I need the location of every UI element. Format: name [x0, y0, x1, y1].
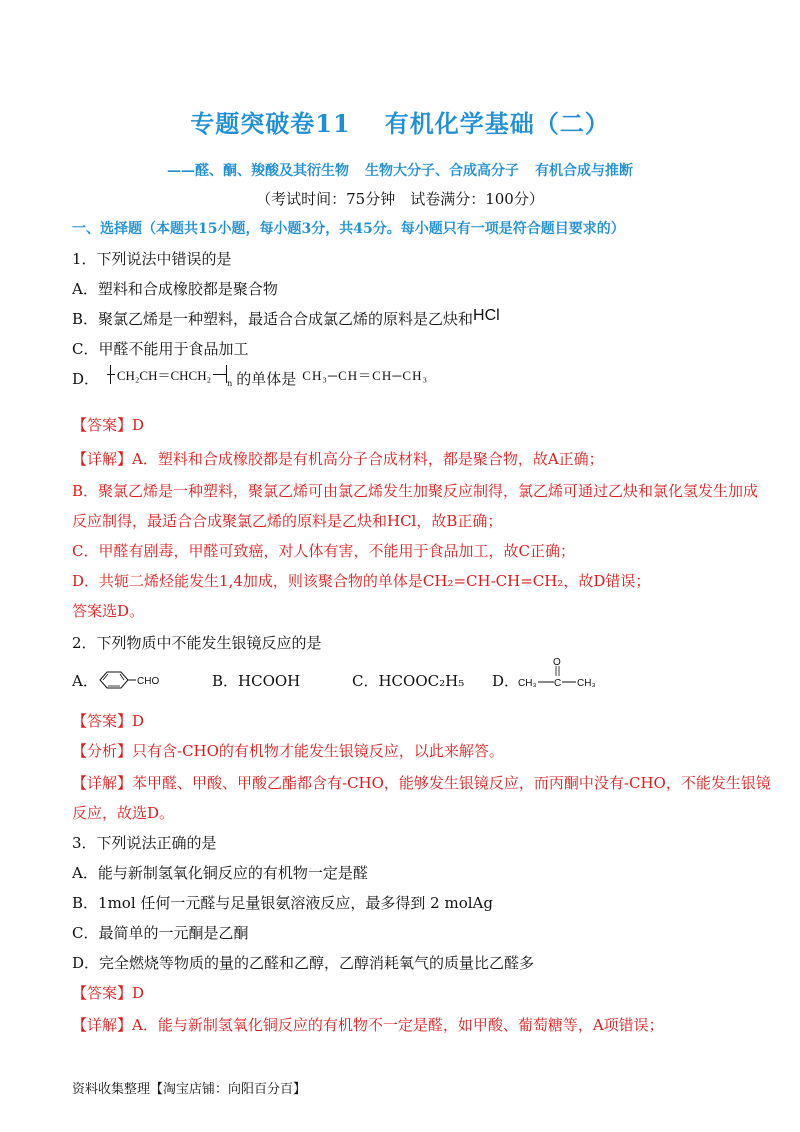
q2-explanation-2: 反应，故选D。 — [72, 804, 175, 822]
footer-source: 资料收集整理【淘宝店铺：向阳百分百】 — [72, 1082, 307, 1097]
q2-explanation-1: 【详解】苯甲醛、甲酸、甲酸乙酯都含有-CHO，能够发生银镜反应，而丙酮中没有-CHO，不能发生银镜 — [72, 774, 771, 792]
q3-option-a: A．能与新制氢氧化铜反应的有机物一定是醛 — [72, 864, 368, 882]
benzaldehyde-structure — [94, 668, 164, 692]
q1-option-c: C．甲醛不能用于食品加工 — [72, 340, 249, 358]
q3-option-d: D．完全燃烧等物质的量的乙醛和乙醇，乙醇消耗氧气的质量比乙醛多 — [72, 954, 535, 972]
svg-text:C: C — [554, 678, 562, 689]
acetone-left-methyl: CH₃ — [518, 678, 537, 689]
q1-explanation-a: 【详解】A．塑料和合成橡胶都是有机高分子合成材料，都是聚合物，故A正确； — [72, 450, 604, 468]
subtitle-part3: 有机合成与推断 — [535, 163, 633, 179]
q2-analysis: 【分析】只有含-CHO的有机物才能发生银镜反应，以此来解答。 — [72, 742, 504, 760]
q3-explanation-a: 【详解】A．能与新制氢氧化铜反应的有机物不一定是醛，如甲酸、葡萄糖等，A项错误； — [72, 1016, 664, 1034]
q1-option-b-formula: HCl — [473, 307, 500, 324]
q1-polymer-formula: CH₂CH＝CHCH₂ — [110, 365, 221, 384]
title-part2: 有机化学基础（二） — [384, 109, 610, 138]
q2-option-b: B．HCOOH — [212, 672, 301, 690]
section-title: 一、选择题（本题共15小题，每小题3分，共45分。每小题只有一项是符合题目要求的） — [72, 221, 625, 237]
q1-monomer-formula: CH₃─CH＝CH─CH₃ — [302, 368, 429, 383]
q1-explanation-d: D．共轭二烯烃能发生1,4加成，则该聚合物的单体是CH₂=CH-CH=CH₂，故D错误； — [72, 572, 651, 590]
q1-polymer-n: n — [227, 379, 233, 388]
q1-option-d — [72, 368, 428, 389]
q3-option-c: C．最简单的一元酮是乙酮 — [72, 924, 249, 942]
q2-option-d-label: D． — [492, 672, 520, 690]
q2-option-a-cho: CHO — [137, 676, 160, 687]
q2-options — [72, 657, 728, 696]
q1-conclusion: 答案选D。 — [72, 602, 145, 620]
page-subtitle — [0, 160, 800, 180]
q1-option-a: A．塑料和合成橡胶都是聚合物 — [72, 280, 278, 298]
q2-option-a-label: A． — [72, 672, 98, 690]
q1-stem: 1．下列说法中错误的是 — [72, 250, 232, 268]
title-part1: 专题突破卷11 — [190, 109, 351, 138]
acetone-oxygen: O — [553, 657, 561, 668]
q3-answer: 【答案】D — [72, 984, 145, 1002]
q2-stem: 2．下列物质中不能发生银镜反应的是 — [72, 634, 322, 652]
q2-answer: 【答案】D — [72, 712, 145, 730]
q1-explanation-b2: 反应制得，最适合合成聚氯乙烯的原料是乙炔和HCl，故B正确； — [72, 512, 503, 530]
exam-info: （考试时间：75分钟 试卷满分：100分） — [256, 190, 544, 208]
subtitle-part1: ——醛、酮、羧酸及其衍生物 — [167, 163, 349, 179]
acetone-structure — [516, 656, 636, 696]
acetone-right-methyl: CH₃ — [577, 678, 596, 689]
subtitle-part2: 生物大分子、合成高分子 — [365, 163, 519, 179]
q1-option-d-text: 的单体是 — [236, 370, 297, 388]
q3-stem: 3．下列说法正确的是 — [72, 834, 217, 852]
q2-option-c: C．HCOOC₂H₅ — [352, 672, 465, 690]
q1-explanation-c: C．甲醛有剧毒，甲醛可致癌，对人体有害，不能用于食品加工，故C正确； — [72, 542, 575, 560]
q1-option-b-text: B．聚氯乙烯是一种塑料，最适合合成氯乙烯的原料是乙炔和 — [72, 310, 474, 328]
q3-option-b: B．1mol 任何一元醛与足量银氨溶液反应，最多得到 2 molAg — [72, 894, 493, 912]
page-title — [0, 104, 800, 139]
q1-option-b — [72, 308, 500, 329]
q1-answer: 【答案】D — [72, 416, 145, 434]
q1-option-d-label: D． — [72, 370, 100, 388]
q1-explanation-b1: B．聚氯乙烯是一种塑料，聚氯乙烯可由氯乙烯发生加聚反应制得，氯乙烯可通过乙炔和氯化氢发生加成 — [72, 482, 759, 500]
